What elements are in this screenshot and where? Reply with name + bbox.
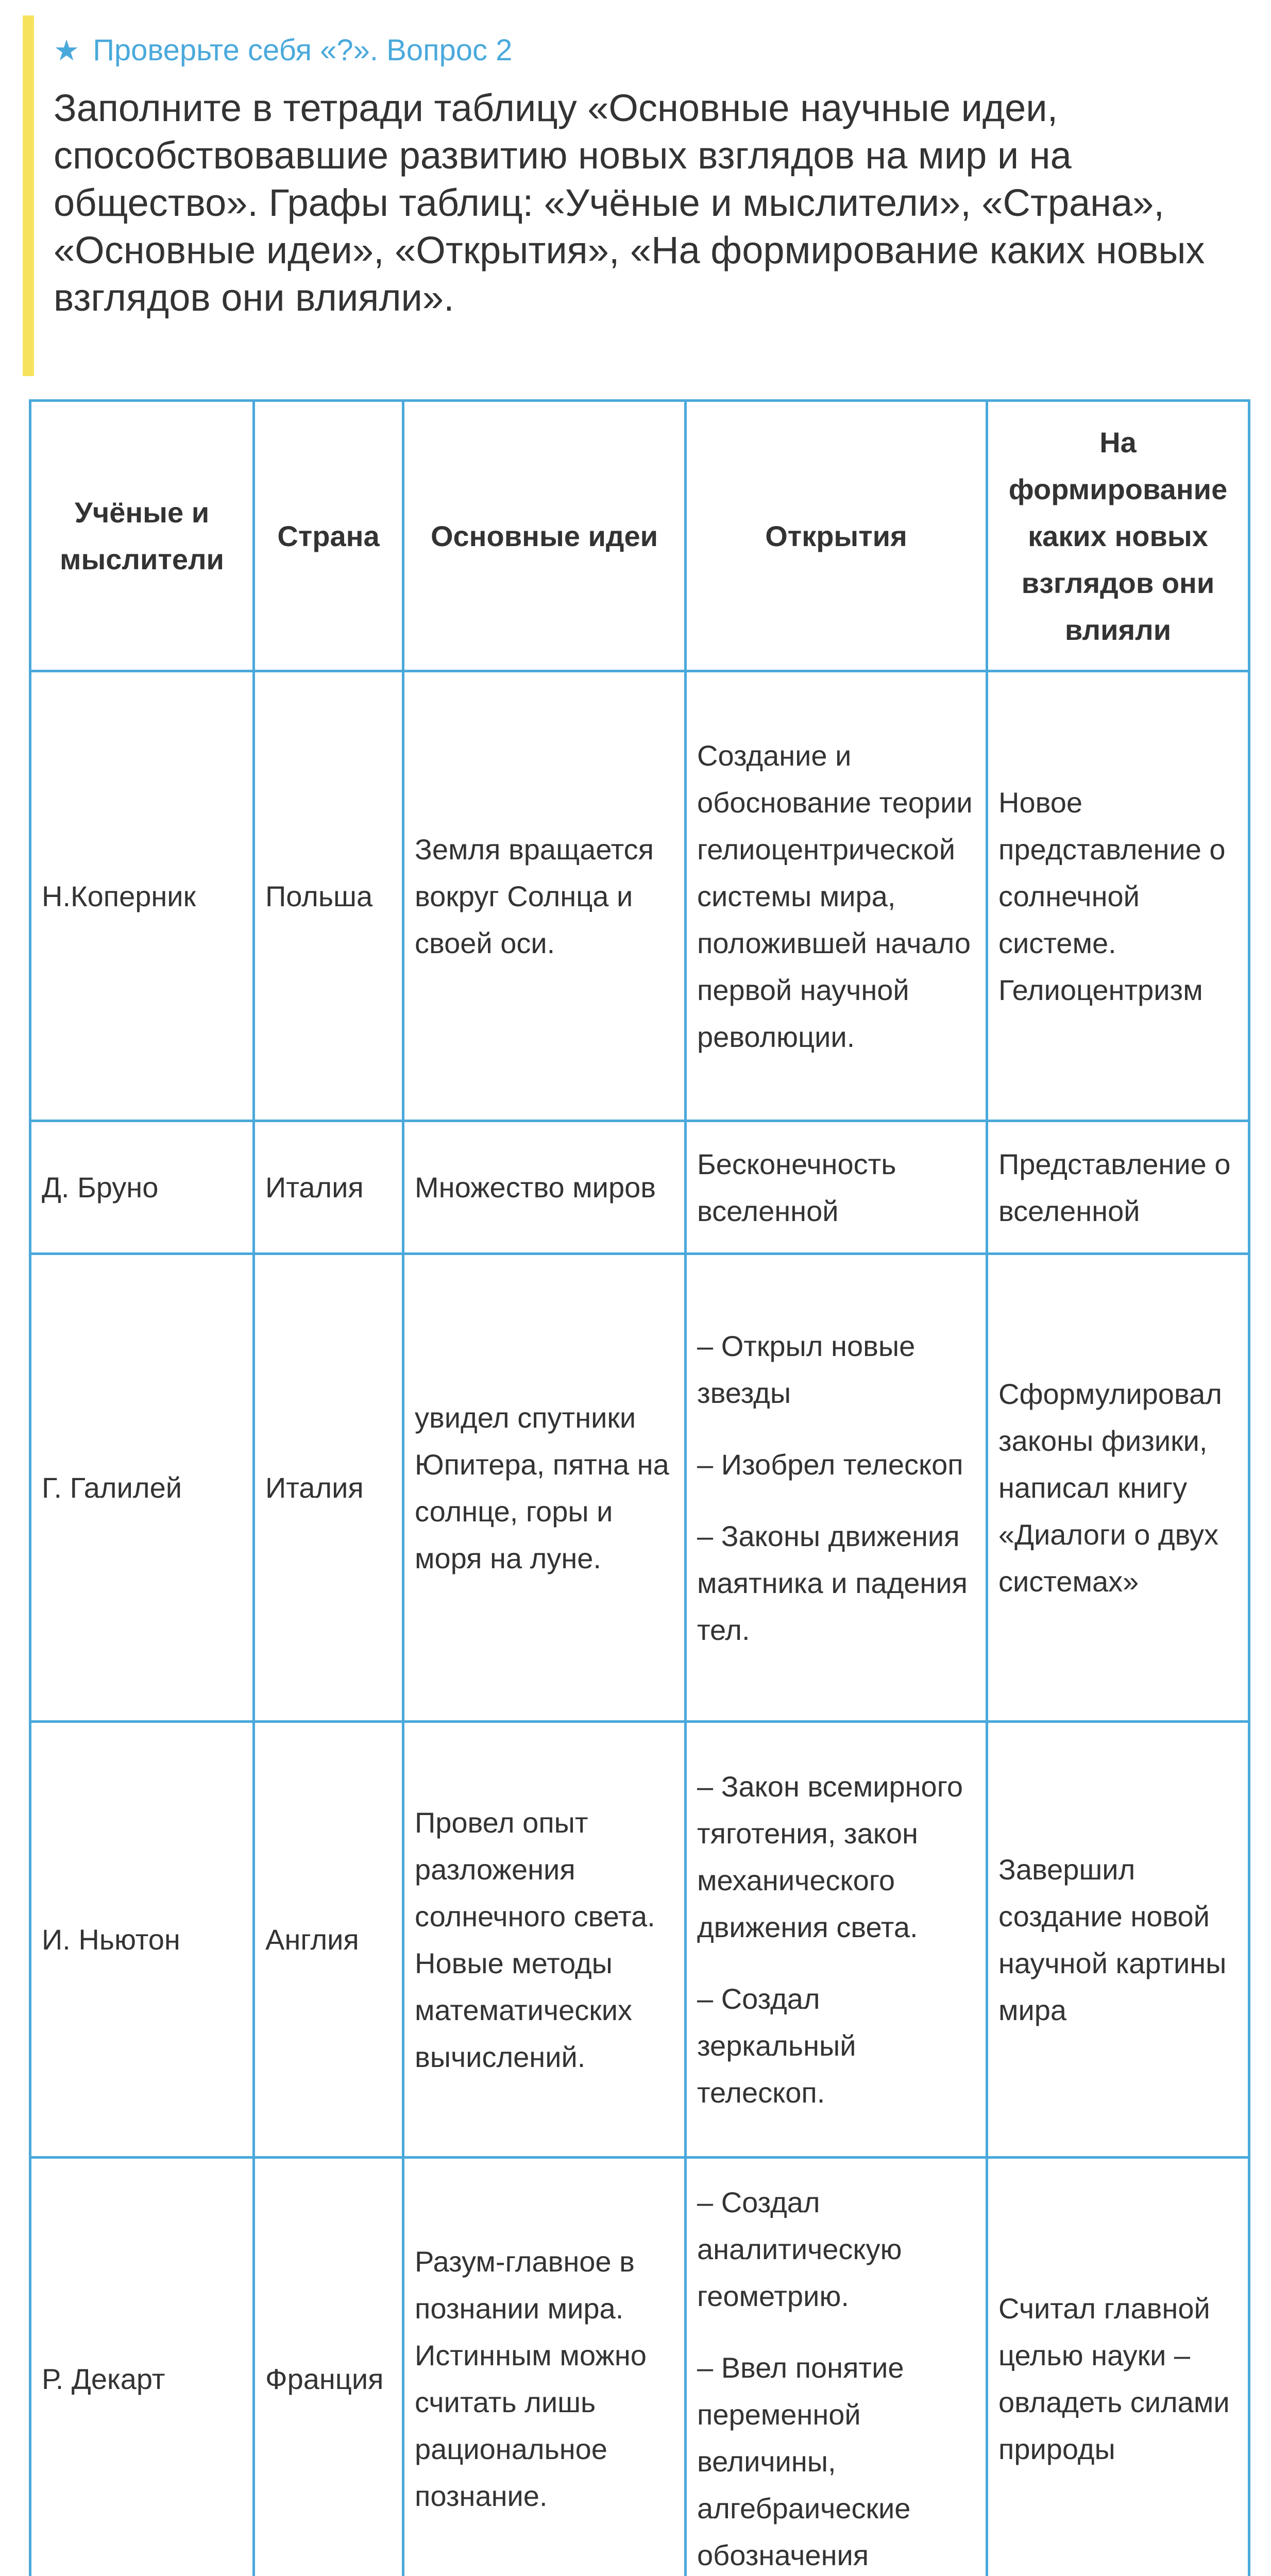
discovery-item: – Ввел понятие переменной величины, алгебраические обозначения (697, 2351, 911, 2571)
star-icon: ★ (54, 34, 80, 66)
cell-ideas (403, 2158, 686, 2576)
answer-table-wrap (29, 399, 1248, 2576)
discovery-item: – Создал аналитическую геометрию. (697, 2186, 902, 2312)
idea-item: увидел спутники Юпитера, пятна на солнце, горы и моря на луне. (415, 1401, 669, 1574)
table-row (30, 1254, 1249, 1722)
table-row (30, 1121, 1249, 1254)
idea-item: Земля вращается вокруг Солнца и своей оси. (415, 833, 654, 959)
question-block (23, 15, 1254, 376)
cell-discoveries (686, 671, 987, 1121)
header-influence: На формирование каких новых взглядов они влияли (987, 401, 1249, 671)
cell-country: Италия (254, 1254, 403, 1722)
cell-discoveries (686, 1121, 987, 1254)
discovery-item: Создание и обоснование теории гелиоцентрической системы мира, положившей начало первой научной революции. (697, 739, 973, 1053)
cell-influence (987, 1121, 1249, 1254)
influence-item: Считал главной целью науки – овладеть силами природы (998, 2292, 1230, 2465)
discovery-item: – Закон всемирного тяготения, закон механического движения света. (697, 1770, 963, 1943)
answer-table (29, 399, 1250, 2576)
discovery-item: – Законы движения маятника и падения тел. (697, 1519, 968, 1646)
cell-influence (987, 671, 1249, 1121)
idea-item: Множество миров (415, 1171, 656, 1204)
header-discoveries: Открытия (686, 401, 987, 671)
cell-country: Англия (254, 1722, 403, 2158)
cell-ideas (403, 671, 686, 1121)
table-row (30, 2158, 1249, 2576)
cell-name: Г. Галилей (30, 1254, 254, 1722)
cell-influence (987, 2158, 1249, 2576)
discovery-item: Бесконечность вселенной (697, 1147, 896, 1227)
influence-item: Представление о вселенной (998, 1147, 1231, 1227)
header-country: Страна (254, 401, 403, 671)
influence-item: Завершил создание новой научной картины мира (998, 1853, 1227, 2026)
cell-name: И. Ньютон (30, 1722, 254, 2158)
header-scientists: Учёные и мыслители (30, 401, 254, 671)
cell-discoveries (686, 1722, 987, 2158)
question-header (54, 30, 1254, 71)
discovery-item: – Создал зеркальный телескоп. (697, 1982, 856, 2109)
table-header-row (30, 401, 1249, 671)
cell-influence (987, 1722, 1249, 2158)
cell-name: Д. Бруно (30, 1121, 254, 1254)
discovery-item: – Открыл новые звезды (697, 1329, 916, 1409)
cell-country: Италия (254, 1121, 403, 1254)
question-text: Заполните в тетради таблицу «Основные научные идеи, способствовавшие развитию новых взглядов на мир и на общество». Графы таблиц: «Учёные и мыслители», «Страна», «Основные идеи», «Открытия», «На формирование каких новых взглядов они влияли». (54, 87, 1205, 319)
cell-ideas (403, 1121, 686, 1254)
table-row (30, 1722, 1249, 2158)
idea-item: Провел опыт разложения солнечного света. Новые методы математических вычислений. (415, 1806, 655, 2073)
cell-country: Польша (254, 671, 403, 1121)
header-ideas: Основные идеи (403, 401, 686, 671)
idea-item: Разум-главное в познании мира. Истинным можно считать лишь рациональное познание. (415, 2245, 647, 2512)
cell-ideas (403, 1254, 686, 1722)
cell-name: Н.Коперник (30, 671, 254, 1121)
cell-ideas (403, 1722, 686, 2158)
table-row (30, 671, 1249, 1121)
discovery-item: – Изобрел телескоп (697, 1448, 963, 1481)
influence-item: Новое представление о солнечной системе. Гелиоцентризм (998, 786, 1226, 1006)
cell-influence (987, 1254, 1249, 1722)
cell-country: Франция (254, 2158, 403, 2576)
cell-discoveries (686, 2158, 987, 2576)
influence-item: Сформулировал законы физики, написал книгу «Диалоги о двух системах» (998, 1378, 1222, 1598)
cell-name: Р. Декарт (30, 2158, 254, 2576)
question-title: Проверьте себя «?». Вопрос 2 (93, 33, 513, 67)
cell-discoveries (686, 1254, 987, 1722)
